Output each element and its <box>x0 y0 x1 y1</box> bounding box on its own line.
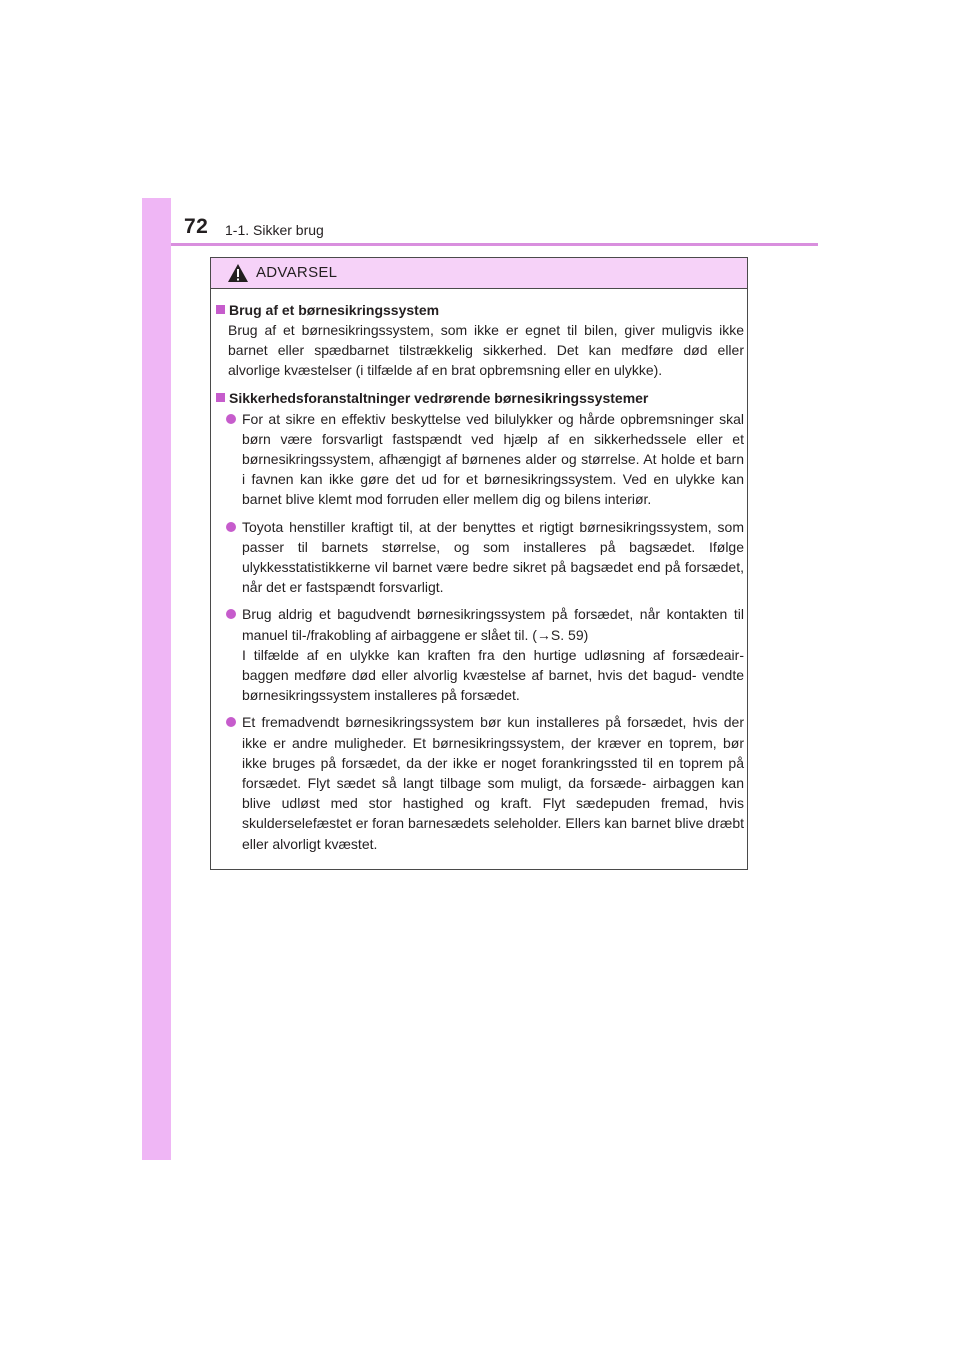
list-item <box>216 604 744 705</box>
warning-body <box>216 300 744 861</box>
warning-triangle-icon <box>227 263 249 283</box>
section-title: 1-1. Sikker brug <box>225 222 324 238</box>
list-item: Et fremadvendt børnesikringssystem bør kun installeres på forsædet, hvis der ikke er andre muligheder. Et børnesikringssystem, der kræver en toprem, bør ikke bruges på forsædet, da der ikke er noget forankringssted til en toprem på forsædet. Flyt sædet så langt tilbage som muligt, da forsæde- airbaggen kan blive udløst med stor hastighed og kraft. Flyt sædepuden fremad, hvis skulderselefæstet er foran barnesædets seleholder. Ellers kan barnet blive dræbt eller alvorligt kvæstet. <box>216 712 744 853</box>
dot-bullet-icon <box>226 717 236 727</box>
section-heading: Sikkerhedsforanstaltninger vedrørende børnesikringssystemer <box>216 388 744 408</box>
square-bullet-icon <box>216 393 225 402</box>
dot-bullet-icon <box>226 609 236 619</box>
bullet-list <box>216 409 744 854</box>
warning-box <box>210 257 748 870</box>
dot-bullet-icon <box>226 414 236 424</box>
warning-header <box>211 258 747 289</box>
section-paragraph: Brug af et børnesikringssystem, som ikke er egnet til bilen, giver muligvis ikke barnet eller spædbarnet tilstrækkelig sikkerhed. Det kan medføre død eller alvorlige kvæstelser (i tilfælde af en brat opbremsning eller en ulykke). <box>228 322 744 379</box>
page-number: 72 <box>184 215 209 238</box>
dot-bullet-icon <box>226 522 236 532</box>
warning-title: ADVARSEL <box>256 264 338 281</box>
side-tab-strip <box>142 198 171 1160</box>
list-item: Toyota henstiller kraftigt til, at der benyttes et rigtigt børnesikringssystem, som passer til barnets størrelse, og som installeres på bagsædet. Ifølge ulykkesstatistikkerne vil barnet være bedre sikret på bagsædet end på forsædet, når det er fastspændt forsvarligt. <box>216 517 744 598</box>
section-child-seat-precautions <box>216 388 744 854</box>
section-child-seat-usage <box>216 300 744 381</box>
square-bullet-icon <box>216 305 225 314</box>
list-item-line: I tilfælde af en ulykke kan kraften fra den hurtige udløsning af forsædeair- baggen medføre død eller alvorlig kvæstelse af barnet, hvis det bagud- vendte børnesikringssystem installeres på forsædet. <box>242 646 744 704</box>
section-heading: Brug af et børnesikringssystem <box>216 300 744 320</box>
list-item-line: Brug aldrig et bagudvendt børnesikringssystem på forsædet, når kontakten til manuel til-/frakobling af airbaggene er slået til. (→S. 59) <box>242 606 744 643</box>
header-rule <box>171 243 818 246</box>
list-item: For at sikre en effektiv beskyttelse ved bilulykker og hårde opbremsninger skal børn være forsvarligt fastspændt ved hjælp af en sikkerhedssele eller et børnesikringssystem, afhængigt af børnenes alder og størrelse. At holde et barn i favnen kan ikke gøre det ud for et børnesikringssystem. Ved en ulykke kan barnet blive klemt mod forruden eller mellem dig og bilens interiør. <box>216 409 744 510</box>
